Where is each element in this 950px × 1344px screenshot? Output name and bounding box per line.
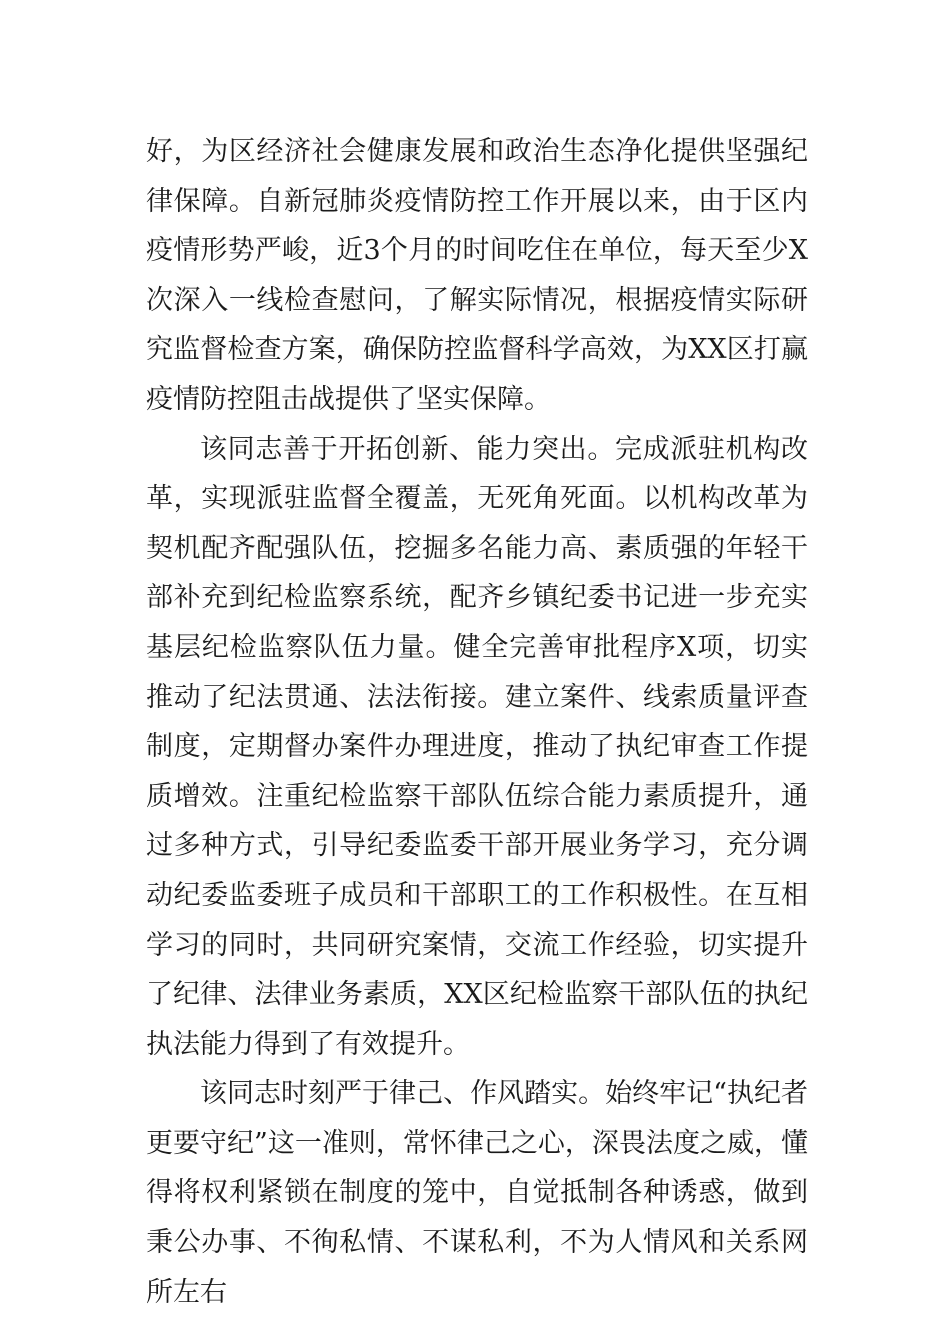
- document-body: [146, 127, 808, 1317]
- paragraph-self-discipline: 该同志时刻严于律己、作风踏实。始终牢记“执纪者更要守纪”这一准则，常怀律己之心，深畏法度之威，懂得将权利紧锁在制度的笼中，自觉抵制各种诱惑，做到秉公办事、不徇私情、不谋私利，不为人情风和关系网所左右: [146, 1078, 808, 1308]
- paragraph-continuation: 好，为区经济社会健康发展和政治生态净化提供坚强纪律保障。自新冠肺炎疫情防控工作开展以来，由于区内疫情形势严峻，近3个月的时间吃住在单位，每天至少X次深入一线检查慰问，了解实际情况，根据疫情实际研究监督检查方案，确保防控监督科学高效，为XX区打赢疫情防控阻击战提供了坚实保障。: [146, 136, 808, 415]
- paragraph-innovation-ability: 该同志善于开拓创新、能力突出。完成派驻机构改革，实现派驻监督全覆盖，无死角死面。以机构改革为契机配齐配强队伍，挖掘多名能力高、素质强的年轻干部补充到纪检监察系统，配齐乡镇纪委书记进一步充实基层纪检监察队伍力量。健全完善审批程序X项，切实推动了纪法贯通、法法衔接。建立案件、线索质量评查制度，定期督办案件办理进度，推动了执纪审查工作提质增效。注重纪检监察干部队伍综合能力素质提升，通过多种方式，引导纪委监委干部开展业务学习，充分调动纪委监委班子成员和干部职工的工作积极性。在互相学习的同时，共同研究案情，交流工作经验，切实提升了纪律、法律业务素质，XX区纪检监察干部队伍的执纪执法能力得到了有效提升。: [146, 433, 808, 1060]
